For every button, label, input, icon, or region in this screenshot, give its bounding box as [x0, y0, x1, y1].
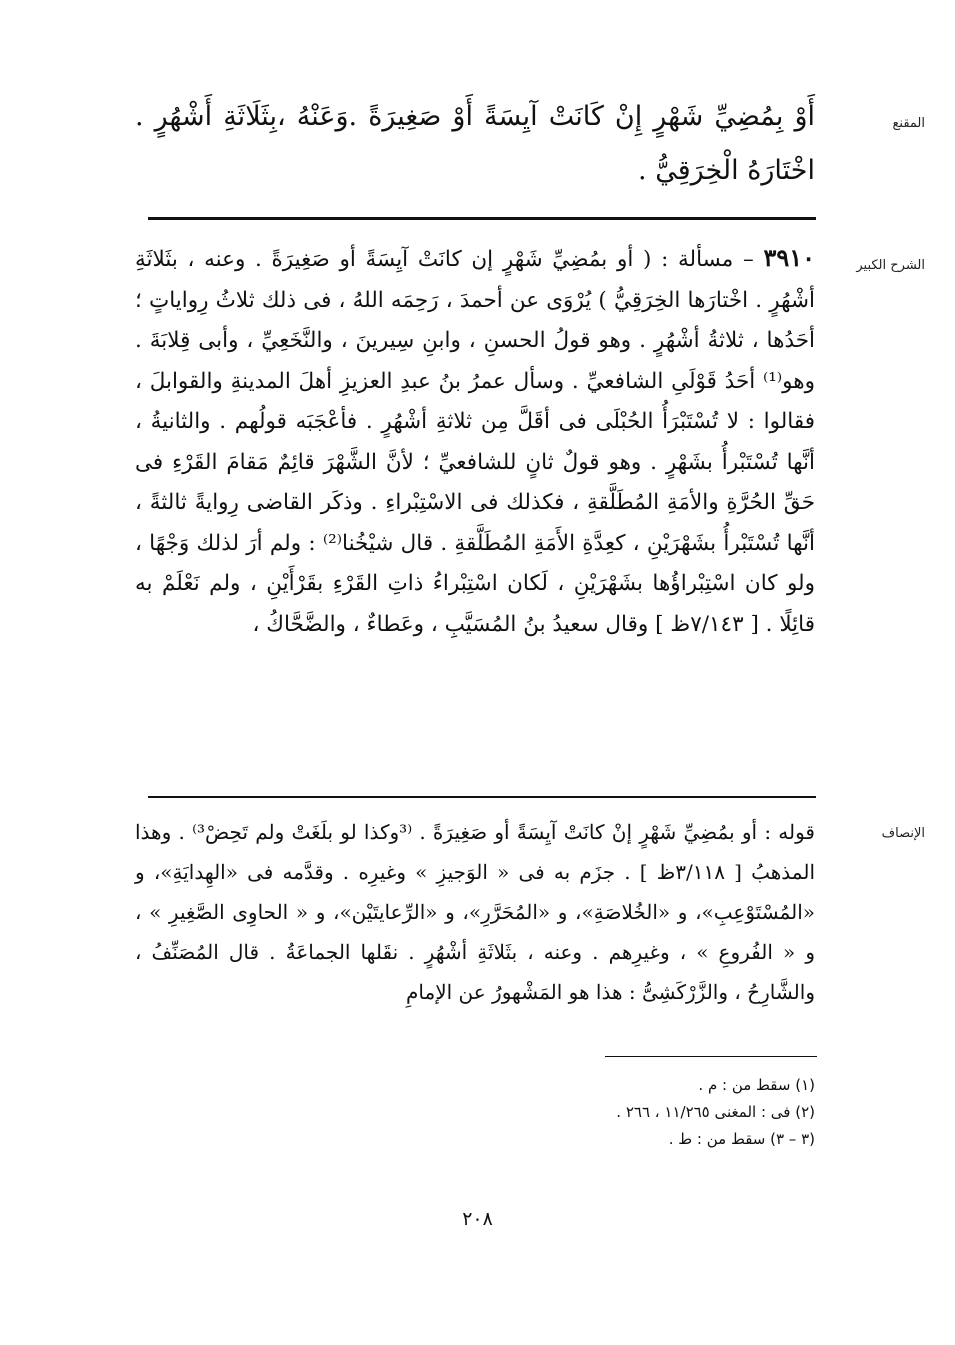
sharh-section-label: الشرح الكبير: [856, 258, 925, 273]
issue-number: ٣٩١٠: [763, 243, 815, 272]
insaf-section-label: الإنصاف: [881, 826, 925, 841]
insaf-text: قوله : أو بمُضِيِّ شَهْرٍ إنْ كانَتْ آيِسَةً أو صَغِيرَةً . ⁽³وكذا لو بلَغَتْ ولم تَحِضْ³⁾ . وهذا المذهبُ [ ٣/١١٨ظ ] . جزَم به فى « الوَجيزِ » وغيرِه . وقدَّمه فى «الهِدايَةِ»، و «المُسْتَوْعِبِ»، و «الخُلاصَةِ»، و «المُحَرَّرِ»، و «الرِّعايتَيْن»، و « الحاوِى الصَّغِيرِ » ، و « الفُروعِ » ، وغيرِهم . وعنه ، بثَلاثَةِ أشْهُرٍ . نقَلها الجماعَةُ . قال المُصَنِّفُ ، والشَّارِحُ ، والزَّرْكَشِىُّ : هذا هو المَشْهورُ عن الإمامِ: [135, 820, 816, 1004]
muqni-section-label: المقنع: [892, 116, 925, 131]
section-divider: [148, 796, 816, 798]
footnote: (٣ – ٣) سقط من : ط .: [668, 1130, 815, 1148]
section-divider: [148, 217, 816, 220]
footnotes: [315, 1072, 815, 1153]
page-number: ٢٠٨: [462, 1208, 493, 1230]
footnote: (١) سقط من : م .: [698, 1076, 815, 1094]
sharh-text: – مسألة : ( أو بمُضِيِّ شَهْرٍ إن كانَتْ آيِسَةً أو صَغِيرَةً . وعنه ، بثَلاثَةِ أشْهُرٍ . اخْتارَها الخِرَقِيُّ ) يُرْوَى عن أحمدَ ، رَحِمَه اللهُ ، فى ذلك ثلاثُ رِواياتٍ ؛ أحَدُها ، ثلاثةُ أشْهُرٍ . وهو قولُ الحسنِ ، وابنِ سِيرينَ ، والنَّخَعِيِّ ، وأبى قِلابَةَ . وهو⁽¹⁾ أحَدُ قَوْلَىِ الشافعيِّ . وسأل عمرُ بنُ عبدِ العزيزِ أهلَ المدينةِ والقوابلَ ، فقالوا : لا تُسْتَبْرَأُ الحُبْلَى فى أقَلَّ مِن ثلاثةِ أشْهُرٍ . فأعْجَبَه قولُهم . والثانيةُ ، أنَّها تُسْتَبْرأُ بشَهْرٍ . وهو قولٌ ثانٍ للشافعيِّ ؛ لأنَّ الشَّهْرَ قائِمٌ مَقامَ القَرْءِ فى حَقِّ الحُرَّةِ والأمَةِ المُطَلَّقةِ ، فكذلك فى الاسْتِبْراءِ . وذكَر القاضى رِوايةً ثالثةً ، أنَّها تُسْتَبْرأُ بشَهْرَيْنِ ، كعِدَّةِ الأَمَةِ المُطَلَّقةِ . قال شيْخُنا⁽²⁾ : ولم أرَ لذلك وَجْهًا ، ولو كان اسْتِبْراؤُها بشَهْرَيْنِ ، لَكان اسْتِبْراءُ ذاتِ القَرْءِ بقَرْأَيْنِ ، ولم نَعْلَمْ به قائِلًا . [ ٧/١٤٣ظ ] وقال سعيدُ بنُ المُسَيَّبِ ، وعَطاءٌ ، والضَّحَّاكُ ،: [135, 247, 815, 637]
footnote-divider: [605, 1056, 817, 1057]
footnote: (٢) فى : المغنى ١١/٢٦٥ ، ٢٦٦ .: [616, 1103, 815, 1121]
sharh-paragraph: [135, 238, 815, 645]
muqni-text: أَوْ بِمُضِيِّ شَهْرٍ إِنْ كَانَتْ آيِسَةً أَوْ صَغِيرَةً .وَعَنْهُ ،بِثَلَاثَةِ أَشْهُرٍ . اخْتَارَهُ الْخِرَقِيُّ .: [135, 101, 815, 186]
